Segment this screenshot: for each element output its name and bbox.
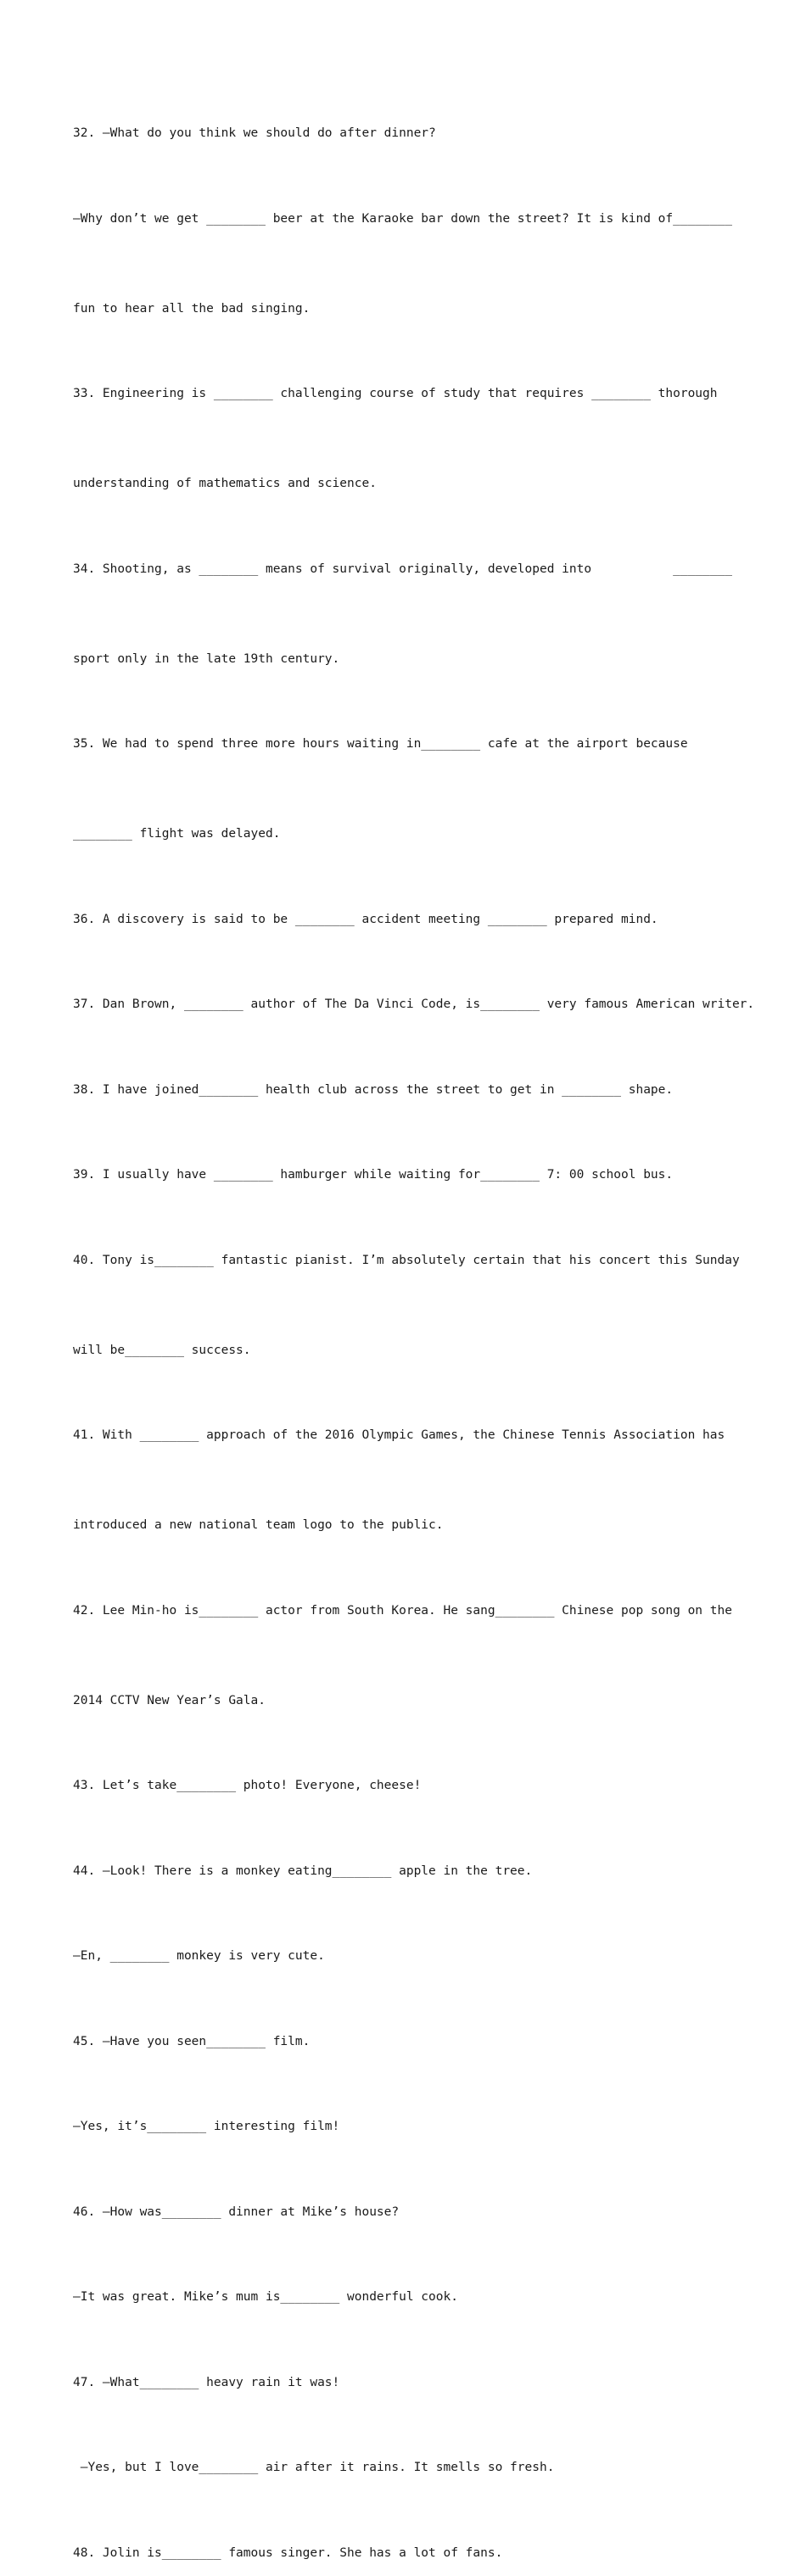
question-41-line-1: 41. With ________ approach of the 2016 Olympic Games, the Chinese Tennis Association has: [73, 1428, 725, 1442]
question-42-line-2: 2014 CCTV New Year’s Gala.: [73, 1693, 266, 1707]
question-33-line-2: understanding of mathematics and science.: [73, 477, 377, 490]
question-47-line-2: —Yes, but I love________ air after it rains. It smells so fresh.: [73, 2461, 555, 2474]
question-47-line-1: 47. —What________ heavy rain it was!: [73, 2375, 340, 2389]
question-45-line-2: —Yes, it’s________ interesting film!: [73, 2120, 340, 2133]
question-32-line-3: fun to hear all the bad singing.: [73, 301, 311, 316]
question-43: 43. Let’s take________ photo! Everyone, cheese!: [73, 1779, 422, 1792]
question-32-line-2: —Why don’t we get ________ beer at the Karaoke bar down the street? It is kind of________: [73, 211, 732, 226]
question-46-line-1: 46. —How was________ dinner at Mike’s house?: [73, 2204, 400, 2219]
exercise-page: [73, 97, 755, 2576]
question-45-line-1: 45. —Have you seen________ film.: [73, 2034, 311, 2048]
question-39: 39. I usually have ________ hamburger while waiting for________ 7: 00 school bus.: [73, 1168, 674, 1182]
question-42-line-1: 42. Lee Min-ho is________ actor from South Korea. He sang________ Chinese pop song on the: [73, 1603, 732, 1618]
question-38: 38. I have joined________ health club across the street to get in ________ shape.: [73, 1082, 674, 1097]
question-35-line-2: ________ flight was delayed.: [73, 827, 281, 841]
question-44-line-1: 44. —Look! There is a monkey eating________ apple in the tree.: [73, 1864, 533, 1878]
question-44-line-2: —En, ________ monkey is very cute.: [73, 1949, 325, 1963]
question-48: 48. Jolin is________ famous singer. She has a lot of fans.: [73, 2545, 503, 2560]
question-34-line-1: 34. Shooting, as ________ means of survival originally, developed into ________: [73, 562, 732, 576]
question-41-line-2: introduced a new national team logo to the public.: [73, 1518, 444, 1532]
question-32-line-1: 32. —What do you think we should do after dinner?: [73, 126, 436, 140]
question-40-line-1: 40. Tony is________ fantastic pianist. I’m absolutely certain that his concert this Sunday: [73, 1253, 740, 1267]
question-40-line-2: will be________ success.: [73, 1343, 251, 1357]
question-33-line-1: 33. Engineering is ________ challenging course of study that requires ________ thorough: [73, 387, 718, 400]
question-46-line-2: —It was great. Mike’s mum is________ wonderful cook.: [73, 2290, 458, 2304]
question-34-line-2: sport only in the late 19th century.: [73, 651, 340, 666]
question-35-line-1: 35. We had to spend three more hours waiting in________ cafe at the airport because: [73, 737, 688, 751]
question-36: 36. A discovery is said to be ________ accident meeting ________ prepared mind.: [73, 912, 658, 926]
question-37: 37. Dan Brown, ________ author of The Da Vinci Code, is________ very famous American writer.: [73, 997, 755, 1011]
